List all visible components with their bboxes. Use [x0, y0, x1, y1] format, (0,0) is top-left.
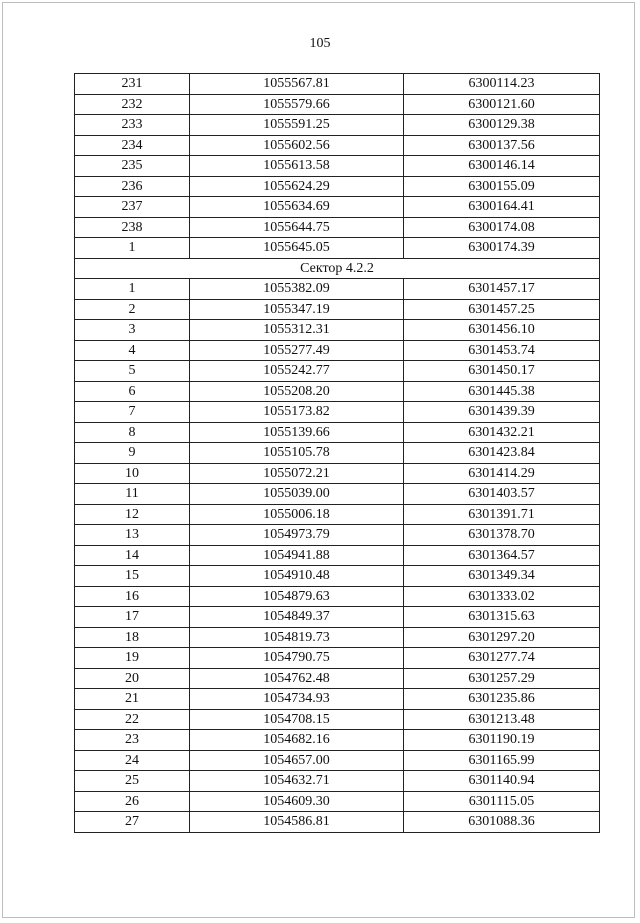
table-row — [75, 525, 600, 546]
y-coordinate-cell: 6301453.74 — [404, 340, 600, 361]
x-coordinate-cell: 1055567.81 — [190, 74, 404, 95]
x-coordinate-cell: 1055039.00 — [190, 484, 404, 505]
y-coordinate-cell: 6300114.23 — [404, 74, 600, 95]
table-row — [75, 279, 600, 300]
x-coordinate-cell: 1055006.18 — [190, 504, 404, 525]
point-number-cell: 233 — [75, 115, 190, 136]
y-coordinate-cell: 6301378.70 — [404, 525, 600, 546]
y-coordinate-cell: 6301277.74 — [404, 648, 600, 669]
y-coordinate-cell: 6300121.60 — [404, 94, 600, 115]
table-row — [75, 750, 600, 771]
y-coordinate-cell: 6301432.21 — [404, 422, 600, 443]
y-coordinate-cell: 6300174.39 — [404, 238, 600, 259]
x-coordinate-cell: 1054657.00 — [190, 750, 404, 771]
x-coordinate-cell: 1054734.93 — [190, 689, 404, 710]
y-coordinate-cell: 6301235.86 — [404, 689, 600, 710]
point-number-cell: 24 — [75, 750, 190, 771]
x-coordinate-cell: 1054762.48 — [190, 668, 404, 689]
point-number-cell: 13 — [75, 525, 190, 546]
point-number-cell: 19 — [75, 648, 190, 669]
y-coordinate-cell: 6300137.56 — [404, 135, 600, 156]
point-number-cell: 3 — [75, 320, 190, 341]
point-number-cell: 2 — [75, 299, 190, 320]
table-row — [75, 135, 600, 156]
table-row — [75, 94, 600, 115]
y-coordinate-cell: 6301364.57 — [404, 545, 600, 566]
x-coordinate-cell: 1055382.09 — [190, 279, 404, 300]
y-coordinate-cell: 6300146.14 — [404, 156, 600, 177]
point-number-cell: 238 — [75, 217, 190, 238]
point-number-cell: 7 — [75, 402, 190, 423]
point-number-cell: 1 — [75, 238, 190, 259]
y-coordinate-cell: 6301165.99 — [404, 750, 600, 771]
point-number-cell: 11 — [75, 484, 190, 505]
x-coordinate-cell: 1055591.25 — [190, 115, 404, 136]
y-coordinate-cell: 6301257.29 — [404, 668, 600, 689]
y-coordinate-cell: 6301115.05 — [404, 791, 600, 812]
x-coordinate-cell: 1055208.20 — [190, 381, 404, 402]
x-coordinate-cell: 1054708.15 — [190, 709, 404, 730]
table-row — [75, 217, 600, 238]
point-number-cell: 22 — [75, 709, 190, 730]
point-number-cell: 18 — [75, 627, 190, 648]
section-title: Сектор 4.2.2 — [75, 258, 600, 279]
x-coordinate-cell: 1055602.56 — [190, 135, 404, 156]
table-row — [75, 176, 600, 197]
point-number-cell: 4 — [75, 340, 190, 361]
y-coordinate-cell: 6300155.09 — [404, 176, 600, 197]
point-number-cell: 23 — [75, 730, 190, 751]
y-coordinate-cell: 6301423.84 — [404, 443, 600, 464]
x-coordinate-cell: 1055277.49 — [190, 340, 404, 361]
y-coordinate-cell: 6301297.20 — [404, 627, 600, 648]
x-coordinate-cell: 1055624.29 — [190, 176, 404, 197]
table-row — [75, 791, 600, 812]
table-row — [75, 340, 600, 361]
y-coordinate-cell: 6301414.29 — [404, 463, 600, 484]
y-coordinate-cell: 6300129.38 — [404, 115, 600, 136]
x-coordinate-cell: 1055072.21 — [190, 463, 404, 484]
table-row — [75, 627, 600, 648]
y-coordinate-cell: 6301439.39 — [404, 402, 600, 423]
table-row — [75, 504, 600, 525]
table-row — [75, 402, 600, 423]
table-row — [75, 197, 600, 218]
table-row — [75, 668, 600, 689]
table-row — [75, 566, 600, 587]
point-number-cell: 6 — [75, 381, 190, 402]
table-row — [75, 545, 600, 566]
x-coordinate-cell: 1055139.66 — [190, 422, 404, 443]
x-coordinate-cell: 1054790.75 — [190, 648, 404, 669]
y-coordinate-cell: 6301403.57 — [404, 484, 600, 505]
y-coordinate-cell: 6301213.48 — [404, 709, 600, 730]
point-number-cell: 27 — [75, 812, 190, 833]
point-number-cell: 236 — [75, 176, 190, 197]
x-coordinate-cell: 1054609.30 — [190, 791, 404, 812]
coordinates-table — [74, 73, 600, 833]
point-number-cell: 14 — [75, 545, 190, 566]
y-coordinate-cell: 6301457.25 — [404, 299, 600, 320]
point-number-cell: 21 — [75, 689, 190, 710]
point-number-cell: 9 — [75, 443, 190, 464]
table-row — [75, 238, 600, 259]
point-number-cell: 5 — [75, 361, 190, 382]
table-row — [75, 812, 600, 833]
x-coordinate-cell: 1055634.69 — [190, 197, 404, 218]
x-coordinate-cell: 1054941.88 — [190, 545, 404, 566]
table-row — [75, 381, 600, 402]
x-coordinate-cell: 1055579.66 — [190, 94, 404, 115]
table-row — [75, 586, 600, 607]
point-number-cell: 16 — [75, 586, 190, 607]
y-coordinate-cell: 6301457.17 — [404, 279, 600, 300]
x-coordinate-cell: 1055105.78 — [190, 443, 404, 464]
x-coordinate-cell: 1055613.58 — [190, 156, 404, 177]
point-number-cell: 231 — [75, 74, 190, 95]
x-coordinate-cell: 1054586.81 — [190, 812, 404, 833]
table-row — [75, 74, 600, 95]
page-number: 105 — [309, 36, 331, 51]
table-row — [75, 361, 600, 382]
point-number-cell: 12 — [75, 504, 190, 525]
point-number-cell: 26 — [75, 791, 190, 812]
x-coordinate-cell: 1055645.05 — [190, 238, 404, 259]
section-row — [75, 258, 600, 279]
y-coordinate-cell: 6300174.08 — [404, 217, 600, 238]
x-coordinate-cell: 1054879.63 — [190, 586, 404, 607]
table-row — [75, 156, 600, 177]
point-number-cell: 15 — [75, 566, 190, 587]
coordinates-table-body — [75, 74, 600, 833]
y-coordinate-cell: 6301315.63 — [404, 607, 600, 628]
table-row — [75, 320, 600, 341]
x-coordinate-cell: 1054682.16 — [190, 730, 404, 751]
y-coordinate-cell: 6301391.71 — [404, 504, 600, 525]
table-row — [75, 463, 600, 484]
table-row — [75, 689, 600, 710]
point-number-cell: 10 — [75, 463, 190, 484]
x-coordinate-cell: 1055347.19 — [190, 299, 404, 320]
point-number-cell: 8 — [75, 422, 190, 443]
table-row — [75, 484, 600, 505]
y-coordinate-cell: 6301140.94 — [404, 771, 600, 792]
table-row — [75, 443, 600, 464]
y-coordinate-cell: 6301450.17 — [404, 361, 600, 382]
point-number-cell: 1 — [75, 279, 190, 300]
y-coordinate-cell: 6301349.34 — [404, 566, 600, 587]
point-number-cell: 20 — [75, 668, 190, 689]
point-number-cell: 25 — [75, 771, 190, 792]
x-coordinate-cell: 1054819.73 — [190, 627, 404, 648]
table-row — [75, 607, 600, 628]
y-coordinate-cell: 6301445.38 — [404, 381, 600, 402]
table-row — [75, 648, 600, 669]
table-row — [75, 730, 600, 751]
y-coordinate-cell: 6301190.19 — [404, 730, 600, 751]
point-number-cell: 17 — [75, 607, 190, 628]
point-number-cell: 235 — [75, 156, 190, 177]
x-coordinate-cell: 1054973.79 — [190, 525, 404, 546]
table-row — [75, 709, 600, 730]
table-row — [75, 422, 600, 443]
x-coordinate-cell: 1055644.75 — [190, 217, 404, 238]
table-row — [75, 771, 600, 792]
point-number-cell: 234 — [75, 135, 190, 156]
x-coordinate-cell: 1054910.48 — [190, 566, 404, 587]
x-coordinate-cell: 1054632.71 — [190, 771, 404, 792]
x-coordinate-cell: 1055242.77 — [190, 361, 404, 382]
point-number-cell: 232 — [75, 94, 190, 115]
table-row — [75, 115, 600, 136]
y-coordinate-cell: 6301088.36 — [404, 812, 600, 833]
y-coordinate-cell: 6300164.41 — [404, 197, 600, 218]
x-coordinate-cell: 1055312.31 — [190, 320, 404, 341]
x-coordinate-cell: 1054849.37 — [190, 607, 404, 628]
x-coordinate-cell: 1055173.82 — [190, 402, 404, 423]
y-coordinate-cell: 6301333.02 — [404, 586, 600, 607]
table-row — [75, 299, 600, 320]
point-number-cell: 237 — [75, 197, 190, 218]
y-coordinate-cell: 6301456.10 — [404, 320, 600, 341]
